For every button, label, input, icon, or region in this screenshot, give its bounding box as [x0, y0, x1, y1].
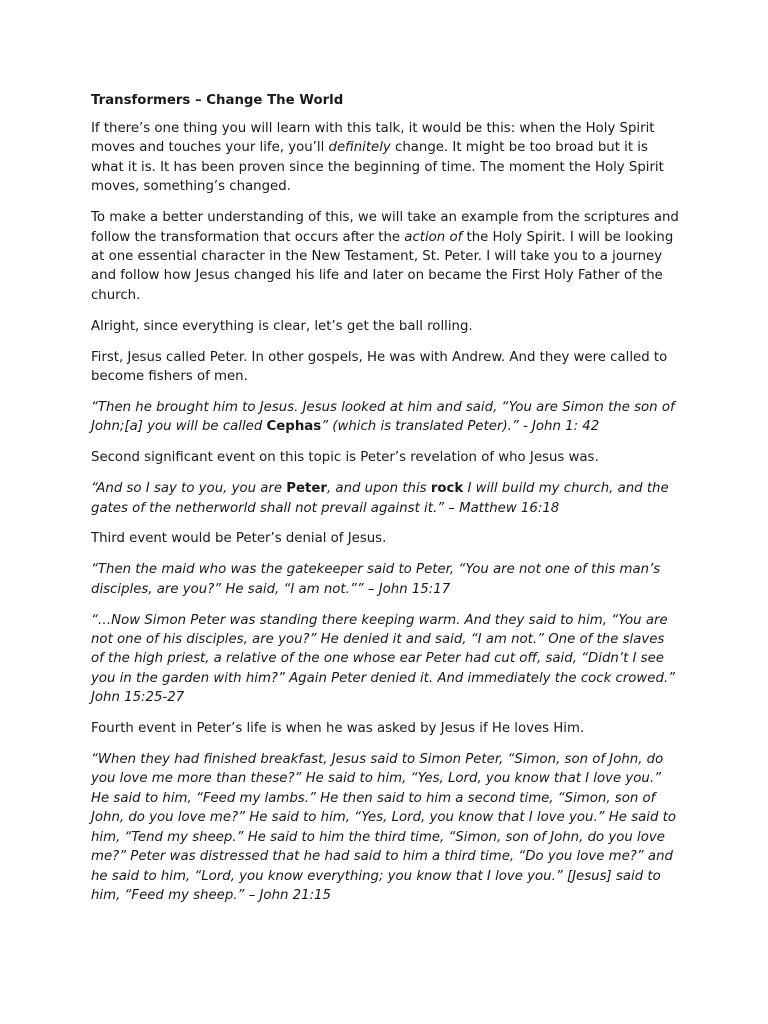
document-title: Transformers – Change The World [91, 93, 344, 108]
paragraph-example [91, 208, 681, 305]
quote-matthew-16-18 [91, 479, 681, 518]
quote-john-15-25-27: “…Now Simon Peter was standing there keeping warm. And they said to him, “You are not one of his disciples, are you?” He denied it and said, “I am not.” One of the slaves of the high priest, a relative of the one whose ear Peter had cut off, said, “Didn’t I see you in the garden with him?” Again Peter denied it. And immediately the cock crowed.” John 15:25-27 [91, 612, 676, 706]
bold-peter: Peter [286, 481, 327, 497]
paragraph-intro [91, 119, 681, 197]
paragraph-fourth-event: Fourth event in Peter’s life is when he was asked by Jesus if He loves Him. [91, 721, 585, 737]
quote-john-21-15: “When they had finished breakfast, Jesus said to Simon Peter, “Simon, son of John, do you love me more than these?” He said to him, “Yes, Lord, you know that I love you.” He said to him, “Feed my lambs.” He then said to him a second time, “Simon, son of John, do you love me?” He said to him, “Yes, Lord, you know that I love you.” He said to him, “Tend my sheep.” He said to him the third time, “Simon, son of John, do you love me?” Peter was distressed that he had said to him a third time, “Do you love me?” and he said to him, “Lord, you know everything; you know that I love you.” [Jesus] said to him, “Feed my sheep.” – John 21:15 [91, 752, 676, 903]
document-page [91, 91, 681, 917]
quote-john-1-42 [91, 398, 681, 437]
paragraph-example-text-c: the Holy Spirit. I will be looking at one essential character in the New Testament, St. Peter. I will take you to a journey and follow how Jesus changed his life and later on became the First Holy Father of the church. [91, 229, 674, 303]
paragraph-ball-rolling: Alright, since everything is clear, let’s get the ball rolling. [91, 318, 473, 334]
paragraph-third-event: Third event would be Peter’s denial of Jesus. [91, 531, 387, 547]
quote-john-1-42-text-a: “Then he brought him to Jesus. Jesus looked at him and said, “You are Simon the son of John;[a] you will be called [91, 399, 675, 435]
paragraph-second-event: Second significant event on this topic is Peter’s revelation of who Jesus was. [91, 450, 599, 466]
quote-matthew-text-e: I will build my church, and the gates of the netherworld shall not prevail against it.” – Matthew 16:18 [91, 481, 669, 516]
bold-rock: rock [430, 481, 464, 497]
paragraph-intro-text-a: If there’s one thing you will learn with this talk, it would be this: when the Holy Spirit moves and touches your life, you’ll [91, 121, 655, 156]
quote-john-15-17: “Then the maid who was the gatekeeper said to Peter, “You are not one of this man’s disciples, are you?” He said, “I am not.”” – John 15:17 [91, 562, 661, 597]
quote-matthew-text-a: “And so I say to you, you are [91, 481, 287, 497]
quote-john-1-42-text-c: ” (which is translated Peter).” - John 1: 42 [321, 419, 600, 435]
paragraph-first-event: First, Jesus called Peter. In other gospels, He was with Andrew. And they were called to become fishers of men. [91, 349, 668, 384]
bold-cephas: Cephas [266, 419, 322, 435]
emphasis-definitely: definitely [328, 140, 391, 156]
paragraph-example-text-a: To make a better understanding of this, we will take an example from the scriptures and follow the transformation that occurs after the [91, 210, 679, 245]
paragraph-intro-text-c: change. It might be too broad but it is what it is. It has been proven since the beginning of time. The moment the Holy Spirit moves, something’s changed. [91, 140, 664, 195]
emphasis-action-of: action of [404, 229, 463, 245]
quote-matthew-text-c: , and upon this [326, 481, 431, 497]
